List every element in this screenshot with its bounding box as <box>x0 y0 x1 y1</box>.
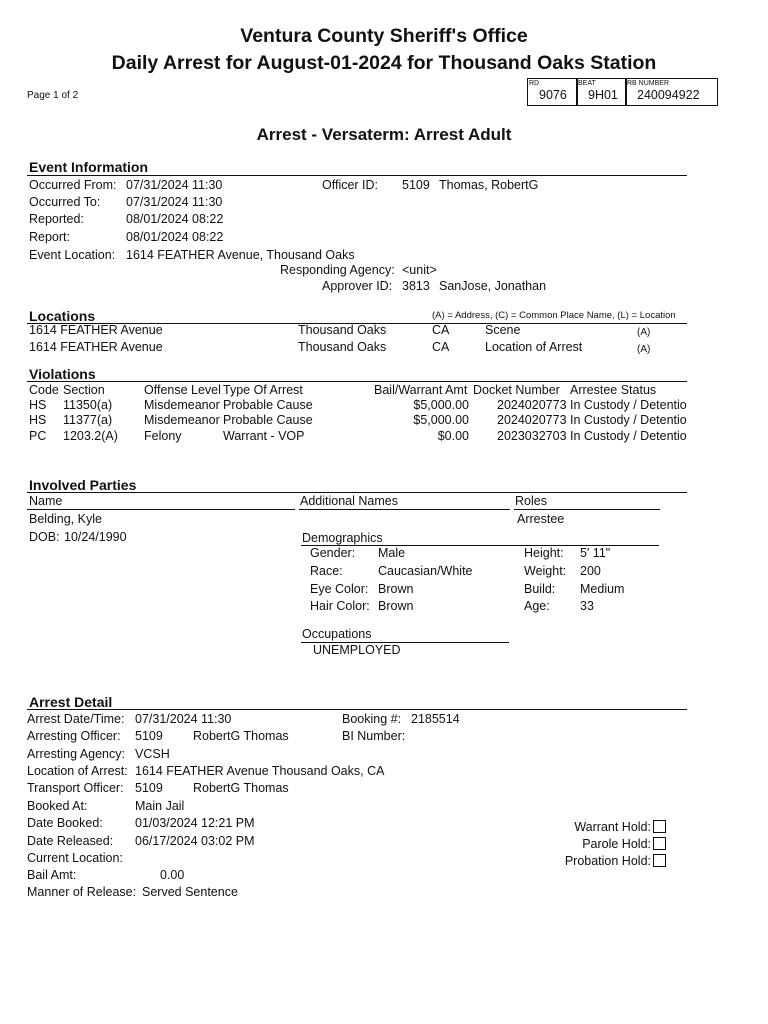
current-location-label: Current Location: <box>27 851 123 865</box>
warrant-hold-label: Warrant Hold: <box>574 820 651 834</box>
warrant-hold-checkbox[interactable] <box>653 820 666 833</box>
violation-section: 11350(a) <box>63 398 113 412</box>
probation-hold <box>540 854 666 868</box>
agency-title: Ventura County Sheriff's Office <box>240 25 528 47</box>
manner-of-release-value: Served Sentence <box>142 885 238 899</box>
location-type: Scene <box>485 323 521 337</box>
violation-bail: $5,000.00 <box>413 398 469 412</box>
date-booked-label: Date Booked: <box>27 816 103 830</box>
booking-number-label: Booking #: <box>342 712 402 726</box>
location-state: CA <box>432 340 450 354</box>
parties-divider <box>27 492 687 493</box>
transport-officer-id: 5109 <box>135 781 163 795</box>
warrant-hold <box>560 820 666 834</box>
rb-number-label: RB NUMBER <box>627 80 670 87</box>
location-city: Thousand Oaks <box>298 340 387 354</box>
violations-header-docket: Docket Number <box>473 383 560 397</box>
date-released-label: Date Released: <box>27 834 114 848</box>
officer-id-value: 5109 <box>402 178 430 192</box>
race-label: Race: <box>310 564 343 578</box>
occupation-value: UNEMPLOYED <box>313 643 401 657</box>
weight-label: Weight: <box>524 564 567 578</box>
booked-at-label: Booked At: <box>27 799 88 813</box>
violation-status: In Custody / Detentio <box>570 429 687 443</box>
roles-underline <box>514 509 660 510</box>
parties-heading: Involved Parties <box>29 477 137 493</box>
report-date-title: Daily Arrest for August-01-2024 for Thousand Oaks Station <box>111 52 657 74</box>
bi-number-label: BI Number: <box>342 729 406 743</box>
approver-name: SanJose, Jonathan <box>439 279 547 293</box>
violation-status: In Custody / Detentio <box>570 413 687 427</box>
reported-label: Reported: <box>29 212 84 226</box>
violation-docket: 2023032703 <box>497 429 567 443</box>
booking-number-value: 2185514 <box>411 712 460 726</box>
location-code: (A) <box>637 344 651 355</box>
parole-hold-checkbox[interactable] <box>653 837 666 850</box>
locations-legend: (A) = Address, (C) = Common Place Name, (L) = Location <box>432 310 676 321</box>
weight-value: 200 <box>580 564 601 578</box>
violations-divider <box>27 381 687 382</box>
occurred-from-value: 07/31/2024 11:30 <box>126 178 223 192</box>
parole-hold <box>560 837 666 851</box>
bail-amount-label: Bail Amt: <box>27 868 77 882</box>
arrest-datetime-value: 07/31/2024 11:30 <box>135 712 232 726</box>
race-value: Caucasian/White <box>378 564 473 578</box>
violation-section: 1203.2(A) <box>63 429 118 443</box>
height-label: Height: <box>524 546 564 560</box>
violation-level: Misdemeanor <box>144 413 220 427</box>
violations-header-type: Type Of Arrest <box>223 383 303 397</box>
arrest-location-label: Location of Arrest: <box>27 764 128 778</box>
responding-agency-label: Responding Agency: <box>280 263 395 277</box>
violation-type: Probable Cause <box>223 398 313 412</box>
date-released-value: 06/17/2024 03:02 PM <box>135 834 255 848</box>
violation-docket: 2024020773 <box>497 398 567 412</box>
event-heading: Event Information <box>29 159 149 175</box>
age-label: Age: <box>524 599 550 613</box>
violations-header-code: Code <box>29 383 59 397</box>
location-address: 1614 FEATHER Avenue <box>29 323 163 337</box>
build-label: Build: <box>524 582 556 596</box>
rb-number-box <box>625 78 718 106</box>
violation-level: Felony <box>144 429 182 443</box>
violation-type: Warrant - VOP <box>223 429 305 443</box>
name-underline <box>27 509 295 510</box>
arresting-officer-name: RobertG Thomas <box>193 729 289 743</box>
arrest-location-value: 1614 FEATHER Avenue Thousand Oaks, CA <box>135 764 385 778</box>
eye-color-label: Eye Color: <box>310 582 369 596</box>
occurred-to-value: 07/31/2024 11:30 <box>126 195 223 209</box>
violation-bail: $5,000.00 <box>413 413 469 427</box>
violations-header-section: Section <box>63 383 105 397</box>
date-booked-value: 01/03/2024 12:21 PM <box>135 816 255 830</box>
location-state: CA <box>432 323 450 337</box>
location-code: (A) <box>637 327 651 338</box>
report-label: Report: <box>29 230 70 244</box>
dob-label: DOB: <box>29 530 60 544</box>
location-type: Location of Arrest <box>485 340 583 354</box>
violation-code: HS <box>29 413 47 427</box>
arrest-heading: Arrest Detail <box>29 694 113 710</box>
violations-header-bail: Bail/Warrant Amt <box>374 383 468 397</box>
hair-color-value: Brown <box>378 599 414 613</box>
transport-officer-name: RobertG Thomas <box>193 781 289 795</box>
build-value: Medium <box>580 582 625 596</box>
violation-section: 11377(a) <box>63 413 113 427</box>
parole-hold-label: Parole Hold: <box>582 837 651 851</box>
occurred-from-label: Occurred From: <box>29 178 117 192</box>
beat-value: 9H01 <box>588 88 618 102</box>
violation-status: In Custody / Detentio <box>570 398 687 412</box>
dob-value: 10/24/1990 <box>64 530 127 544</box>
event-location-value: 1614 FEATHER Avenue, Thousand Oaks <box>126 248 355 262</box>
gender-value: Male <box>378 546 406 560</box>
rb-number-value: 240094922 <box>637 88 700 102</box>
arrest-divider <box>27 709 687 710</box>
eye-color-value: Brown <box>378 582 414 596</box>
height-value: 5' 11" <box>580 546 611 560</box>
report-type-title: Arrest - Versaterm: Arrest Adult <box>256 125 512 144</box>
arresting-agency-value: VCSH <box>135 747 170 761</box>
manner-of-release-label: Manner of Release: <box>27 885 137 899</box>
officer-id-label: Officer ID: <box>322 178 379 192</box>
demographics-label: Demographics <box>302 531 383 545</box>
officer-name: Thomas, RobertG <box>439 178 539 192</box>
rd-box <box>527 78 578 106</box>
gender-label: Gender: <box>310 546 356 560</box>
additional-names-label: Additional Names <box>300 494 398 508</box>
probation-hold-checkbox[interactable] <box>653 854 666 867</box>
report-value: 08/01/2024 08:22 <box>126 230 224 244</box>
name-column-label: Name <box>29 494 63 508</box>
violation-bail: $0.00 <box>437 429 469 443</box>
probation-hold-label: Probation Hold: <box>564 854 651 868</box>
arresting-officer-id: 5109 <box>135 729 163 743</box>
roles-label: Roles <box>515 494 547 508</box>
transport-officer-label: Transport Officer: <box>27 781 124 795</box>
hair-color-label: Hair Color: <box>310 599 370 613</box>
arresting-officer-label: Arresting Officer: <box>27 729 121 743</box>
rd-value: 9076 <box>539 88 567 102</box>
age-value: 33 <box>580 599 594 613</box>
bail-amount-value: 0.00 <box>160 868 185 882</box>
approver-id-label: Approver ID: <box>322 279 393 293</box>
violation-type: Probable Cause <box>223 413 313 427</box>
violations-heading: Violations <box>29 366 96 382</box>
additional-names-underline <box>299 509 510 510</box>
violations-header-level: Offense Level <box>144 383 221 397</box>
arresting-agency-label: Arresting Agency: <box>27 747 125 761</box>
arrest-datetime-label: Arrest Date/Time: <box>27 712 125 726</box>
rd-label: RD <box>529 80 540 87</box>
approver-id-value: 3813 <box>402 279 430 293</box>
beat-box <box>576 78 627 106</box>
party-role: Arrestee <box>517 512 565 526</box>
occupations-label: Occupations <box>302 627 372 641</box>
event-divider <box>27 175 687 176</box>
reported-value: 08/01/2024 08:22 <box>126 212 224 226</box>
beat-label: BEAT <box>578 80 596 87</box>
violation-docket: 2024020773 <box>497 413 567 427</box>
violations-header-status: Arrestee Status <box>570 383 657 397</box>
location-city: Thousand Oaks <box>298 323 387 337</box>
violation-code: PC <box>29 429 47 443</box>
page-number: Page 1 of 2 <box>27 90 79 101</box>
violation-level: Misdemeanor <box>144 398 220 412</box>
party-name: Belding, Kyle <box>29 512 102 526</box>
booked-at-value: Main Jail <box>135 799 185 813</box>
occurred-to-label: Occurred To: <box>29 195 101 209</box>
responding-agency-value: <unit> <box>402 263 437 277</box>
location-address: 1614 FEATHER Avenue <box>29 340 163 354</box>
violation-code: HS <box>29 398 47 412</box>
locations-heading: Locations <box>29 308 96 324</box>
event-location-label: Event Location: <box>29 248 116 262</box>
